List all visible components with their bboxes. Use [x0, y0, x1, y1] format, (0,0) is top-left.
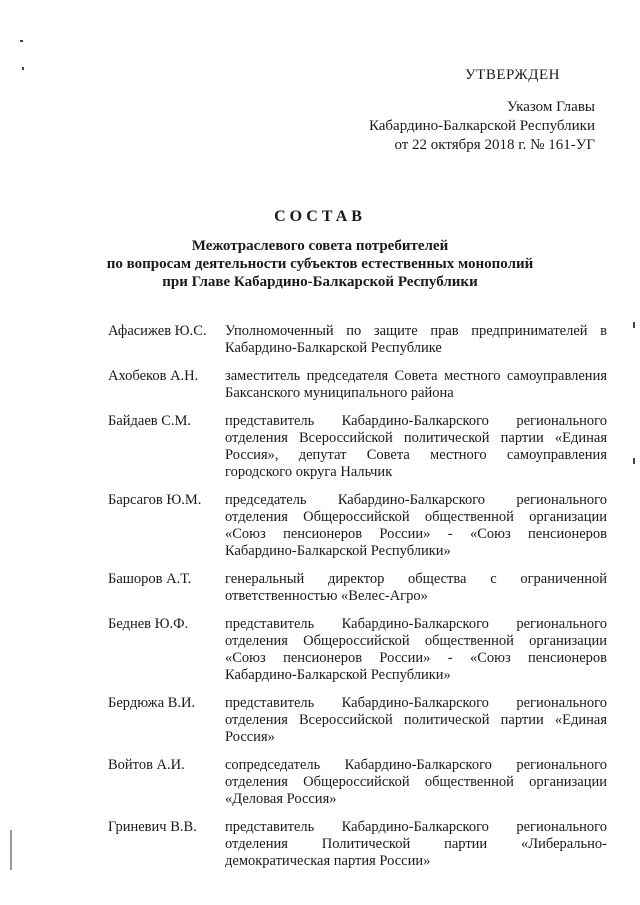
approval-line: Указом Главы: [506, 99, 595, 115]
member-row: [108, 492, 608, 560]
member-name: Бердюжа В.И.: [108, 695, 196, 711]
members-list: [108, 323, 608, 881]
member-row: [108, 819, 608, 870]
member-name: Беднев Ю.Ф.: [108, 616, 189, 632]
approved-heading: УТВЕРЖДЕН: [465, 67, 560, 83]
member-row: [108, 368, 608, 402]
member-name: Байдаев С.М.: [108, 413, 192, 429]
member-row: [108, 413, 608, 481]
scan-mark: [20, 40, 23, 42]
subtitle-line: Межотраслевого совета потребителей: [191, 238, 449, 254]
subtitle-line: при Главе Кабардино-Балкарской Республики: [162, 274, 478, 290]
member-role: генеральный директор общества с ограниченной ответственностью «Велес-Агро»: [225, 571, 607, 604]
approval-block: [360, 66, 595, 155]
member-row: [108, 616, 608, 684]
member-name: Барсагов Ю.М.: [108, 492, 202, 508]
member-name: Войтов А.И.: [108, 757, 185, 773]
member-name: Башоров А.Т.: [108, 571, 192, 587]
member-role: представитель Кабардино-Балкарского регионального отделения Политической партии «Либерально-демократическая партия России»: [225, 819, 607, 869]
member-role: Уполномоченный по защите прав предпринимателей в Кабардино-Балкарской Республике: [225, 323, 607, 356]
scan-mark: [633, 322, 635, 328]
member-role: представитель Кабардино-Балкарского регионального отделения Всероссийской политической партии «Единая Россия»: [225, 695, 607, 745]
scan-mark: [22, 67, 24, 70]
member-role: председатель Кабардино-Балкарского регионального отделения Общероссийской общественной организации «Союз пенсионеров России» - «Союз пенсионеров Кабардино-Балкарской Республики»: [225, 492, 607, 559]
member-role: сопредседатель Кабардино-Балкарского регионального отделения Общероссийской общественной организации «Деловая Россия»: [225, 757, 607, 807]
document-title: СОСТАВ: [274, 208, 366, 225]
member-role: представитель Кабардино-Балкарского регионального отделения Общероссийской общественной организации «Союз пенсионеров России» - «Союз пенсионеров Кабардино-Балкарской Республики»: [225, 616, 607, 683]
member-name: Гриневич В.В.: [108, 819, 197, 835]
member-name: Ахобеков А.Н.: [108, 368, 199, 384]
member-role: представитель Кабардино-Балкарского регионального отделения Всероссийской политической партии «Единая Россия», депутат Совета местного самоуправления городского округа Нальчик: [225, 413, 607, 480]
member-name: Афасижев Ю.С.: [108, 323, 207, 339]
subtitle-line: по вопросам деятельности субъектов естественных монополий: [106, 256, 534, 272]
approval-line: Кабардино-Балкарской Республики: [368, 118, 595, 134]
member-row: [108, 695, 608, 746]
document-subtitle: [100, 237, 540, 291]
member-row: [108, 323, 608, 357]
scan-mark: [10, 830, 12, 870]
member-row: [108, 571, 608, 605]
scan-mark: [633, 458, 635, 464]
member-role: заместитель председателя Совета местного самоуправления Баксанского муниципального района: [225, 368, 607, 401]
approval-line: от 22 октября 2018 г. № 161-УГ: [394, 137, 595, 153]
member-row: [108, 757, 608, 808]
